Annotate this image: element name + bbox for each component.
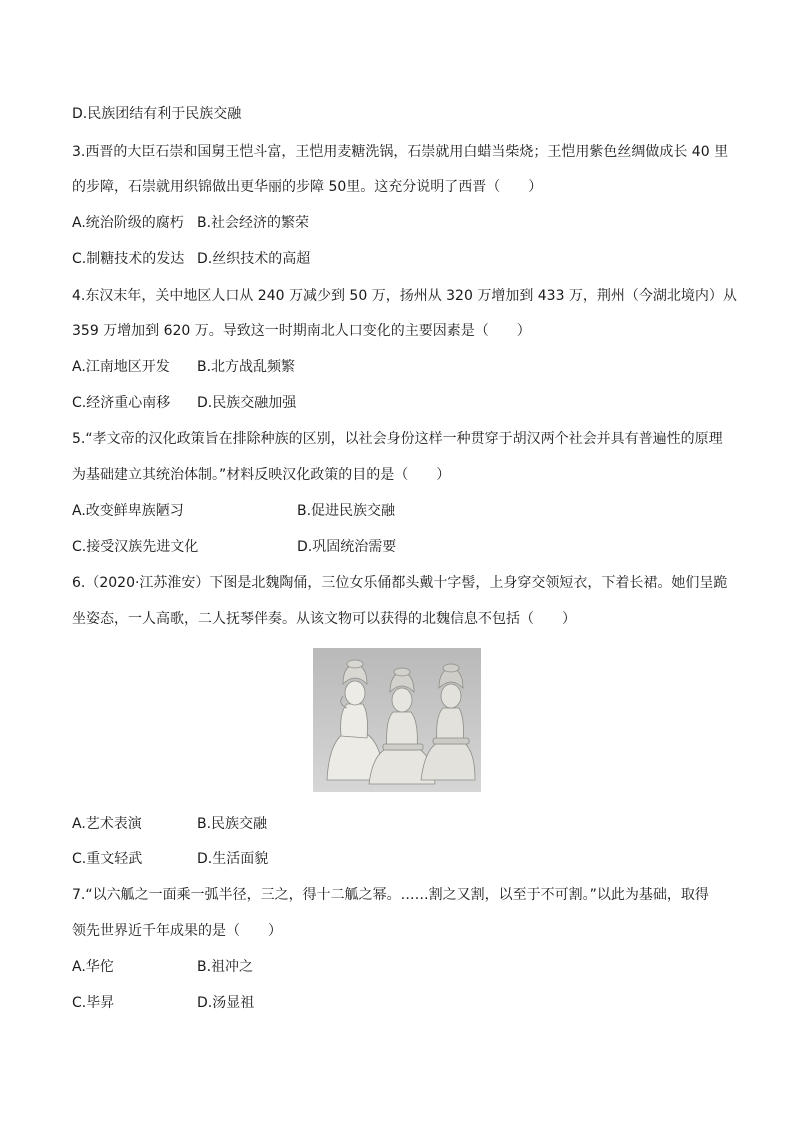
q6-option-b: B.民族交融 (197, 816, 268, 832)
q5-option-b: B.促进民族交融 (297, 503, 396, 519)
q4-option-d: D.民族交融加强 (197, 395, 297, 411)
q4-option-c: C.经济重心南移 (72, 395, 171, 411)
q3-option-b: B.社会经济的繁荣 (197, 215, 310, 231)
q6-stem-line2: 坐姿态，一人高歌，二人抚琴伴奏。从该文物可以获得的北魏信息不包括（ ） (72, 611, 576, 627)
q4-option-b: B.北方战乱频繁 (197, 359, 296, 375)
q6-option-a: A.艺术表演 (72, 816, 142, 832)
q7-option-b: B.祖冲之 (197, 959, 254, 975)
q3-stem-line2: 的步障，石崇就用织锦做出更华丽的步障 50里。这充分说明了西晋（ ） (72, 179, 543, 195)
northern-wei-pottery-figurines-photo (313, 648, 481, 792)
q7-stem-line1: 7.“以六觚之一面乘一弧半径，三之，得十二觚之幂。……割之又割，以至于不可割。”以此为基础，取得 (72, 887, 709, 903)
q7-stem-line2: 领先世界近千年成果的是（ ） (72, 923, 282, 939)
q6-option-c: C.重文轻武 (72, 851, 143, 867)
q7-option-c: C.毕昇 (72, 995, 115, 1011)
q7-option-a: A.华佗 (72, 959, 114, 975)
q6-stem-line1: 6.（2020·江苏淮安）下图是北魏陶俑，三位女乐俑都头戴十字髻，上身穿交领短衣，下着长裙。她们呈跪 (72, 575, 728, 591)
q5-option-d: D.巩固统治需要 (297, 539, 397, 555)
q3-option-a: A.统治阶级的腐朽 (72, 215, 184, 231)
q6-option-d: D.生活面貌 (197, 851, 269, 867)
q2-option-d: D.民族团结有利于民族交融 (72, 106, 242, 122)
q4-option-a: A.江南地区开发 (72, 359, 170, 375)
q7-option-d: D.汤显祖 (197, 995, 255, 1011)
q5-stem-line1: 5.“孝文帝的汉化政策旨在排除种族的区别，以社会身份这样一种贯穿于胡汉两个社会并具有普遍性的原理 (72, 431, 723, 447)
q3-option-c: C.制糖技术的发达 (72, 251, 185, 267)
q4-stem-line1: 4.东汉末年，关中地区人口从 240 万减少到 50 万，扬州从 320 万增加到 433 万，荆州（今湖北境内）从 (72, 288, 737, 304)
q3-option-d: D.丝织技术的高超 (197, 251, 311, 267)
q5-option-a: A.改变鲜卑族陋习 (72, 503, 184, 519)
q5-stem-line2: 为基础建立其统治体制。”材料反映汉化政策的目的是（ ） (72, 467, 451, 483)
q3-stem-line1: 3.西晋的大臣石崇和国舅王恺斗富，王恺用麦糖洗锅，石崇就用白蜡当柴烧；王恺用紫色丝绸做成长 40 里 (72, 144, 729, 160)
q5-option-c: C.接受汉族先进文化 (72, 539, 199, 555)
q4-stem-line2: 359 万增加到 620 万。导致这一时期南北人口变化的主要因素是（ ） (72, 323, 531, 339)
